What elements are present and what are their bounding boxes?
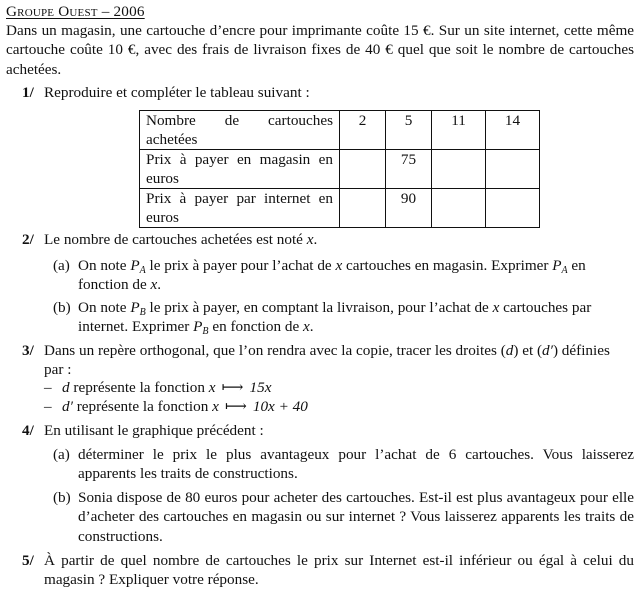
bullet-dash: – — [44, 379, 52, 396]
table-cell: 11 — [432, 111, 486, 150]
text-part: en fonction de — [208, 318, 304, 335]
text-part: On note — [78, 257, 131, 274]
symbol-p: P — [552, 257, 562, 274]
q4-text: En utilisant le graphique précédent : — [44, 422, 264, 439]
q2-text-part: Le nombre de cartouches achetées est noté — [44, 231, 307, 248]
q4b-label: (b) — [53, 489, 71, 506]
text-part: fonction de — [78, 276, 151, 293]
text-part: le prix à payer pour l’achat de — [145, 257, 336, 274]
line-d-prime: d′ — [542, 342, 553, 359]
table-cell — [486, 150, 540, 189]
row-label: Nombre de cartouches achetées — [140, 111, 340, 150]
q2a-text — [78, 256, 586, 275]
subscript: B — [202, 326, 209, 337]
bullet-dash: – — [44, 398, 52, 415]
text-part: représente la fonction — [69, 379, 209, 396]
variable-x: x — [208, 379, 216, 396]
row-label: Prix à payer en magasin en euros — [140, 150, 340, 189]
variable-x: x — [150, 276, 158, 293]
q1-number: 1/ — [22, 84, 34, 101]
q2a-label: (a) — [53, 257, 70, 274]
q2b-line2 — [78, 317, 314, 336]
text-part: ) définies — [552, 342, 610, 359]
q4a-label: (a) — [53, 446, 70, 463]
table-cell: 90 — [386, 189, 432, 228]
text-part: en — [567, 257, 586, 274]
q3-number: 3/ — [22, 342, 34, 359]
exercise-title: Groupe Ouest – 2006 — [6, 3, 145, 20]
table-cell — [340, 189, 386, 228]
line-d: d — [62, 379, 70, 396]
intro-paragraph: Dans un magasin, une cartouche d’encre pour imprimante coûte 15 €. Sur un site internet, cette même cartouche coûte 10 €, avec des frais de livraison fixes de 40 € quel que soit le nombre de cartouches achetées. — [6, 22, 634, 78]
q4-number: 4/ — [22, 422, 34, 439]
table-cell — [486, 189, 540, 228]
variable-x: x — [303, 318, 310, 335]
table-row — [140, 111, 540, 150]
variable-x: x — [212, 398, 219, 415]
table-cell: 14 — [486, 111, 540, 150]
subscript: A — [139, 265, 146, 276]
variable-x: x — [335, 257, 343, 274]
text-part: On note — [78, 299, 131, 316]
row-label: Prix à payer par internet en euros — [140, 189, 340, 228]
table-cell — [432, 189, 486, 228]
variable-x: x — [492, 299, 500, 316]
q3-line1 — [44, 341, 610, 360]
function-expression: 15x — [249, 379, 272, 396]
q2b-label: (b) — [53, 299, 71, 316]
q2a-line2 — [78, 275, 161, 294]
q2a-line1 — [78, 256, 634, 275]
symbol-p: P — [130, 299, 140, 316]
line-d-prime: d′ — [62, 398, 73, 415]
text-part: . — [157, 276, 162, 293]
q3-item-d — [44, 378, 271, 397]
table-row — [140, 189, 540, 228]
maps-to-arrow-icon: ⟼ — [224, 398, 247, 415]
q4a-text: déterminer le prix le plus avantageux pour l’achat de 6 cartouches. Vous laisserez apparents les traits de constructions. — [78, 446, 634, 483]
q5-number: 5/ — [22, 552, 34, 569]
q5-text: À partir de quel nombre de cartouches le prix sur Internet est-il inférieur ou égal à celui du magasin ? Expliquer votre réponse. — [44, 552, 634, 589]
q1-text: Reproduire et compléter le tableau suivant : — [44, 84, 310, 101]
text-part: représente la fonction — [72, 398, 213, 415]
symbol-p: P — [130, 257, 140, 274]
table-cell: 5 — [386, 111, 432, 150]
text-part: cartouches par — [499, 299, 592, 316]
table-row — [140, 150, 540, 189]
function-expression: 10x + 40 — [252, 398, 308, 415]
table-cell — [340, 150, 386, 189]
q2-text-part: . — [313, 231, 318, 248]
price-table — [139, 110, 540, 228]
line-d: d — [505, 342, 514, 359]
text-part: cartouches en magasin. Exprimer — [342, 257, 553, 274]
q2-number: 2/ — [22, 231, 34, 248]
q4b-text: Sonia dispose de 80 euros pour acheter des cartouches. Est-il est plus avantageux pour elle d’acheter des cartouches en magasin ou sur internet ? Vous laisserez apparents les traits de constructions. — [78, 489, 634, 545]
text-part: ) et ( — [513, 342, 543, 359]
text-part: internet. Exprimer — [78, 318, 194, 335]
maps-to-arrow-icon: ⟼ — [221, 379, 244, 396]
q3-line2: par : — [44, 361, 72, 378]
q3-item-d-prime — [44, 397, 308, 416]
variable-x: x — [306, 231, 314, 248]
table-cell: 2 — [340, 111, 386, 150]
text-part: le prix à payer, en comptant la livraison, pour l’achat de — [145, 299, 493, 316]
text-part: Dans un repère orthogonal, que l’on rendra avec la copie, tracer les droites ( — [44, 342, 506, 359]
q2b-line1 — [78, 298, 591, 317]
subscript: B — [139, 307, 146, 318]
text-part: . — [309, 318, 314, 335]
symbol-p: P — [193, 318, 203, 335]
subscript: A — [561, 265, 568, 276]
table-cell — [432, 150, 486, 189]
table-cell: 75 — [386, 150, 432, 189]
q2-text — [44, 230, 317, 249]
